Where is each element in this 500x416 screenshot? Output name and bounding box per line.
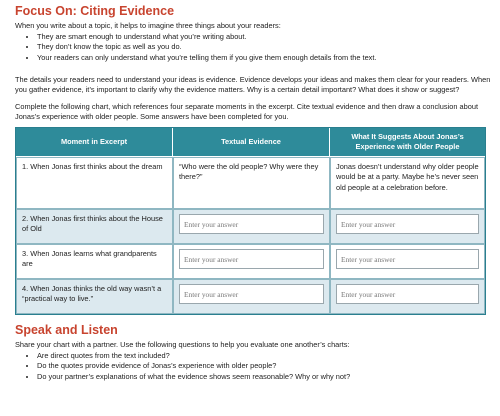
suggests-cell [330, 279, 485, 314]
evidence-answer-input-row-4[interactable] [179, 284, 324, 304]
evidence-cell [173, 244, 330, 279]
suggests-answer-input-row-3[interactable] [336, 249, 479, 269]
chart-instructions: Complete the following chart, which references four separate moments in the excerpt. Cite textual evidence and then draw a conclusion about Jonas’s experience with older people. Some answers have been completed for you. [15, 102, 478, 122]
suggests-cell [330, 244, 485, 279]
focus-bullet: • They don’t know the topic as well as you do. [37, 42, 492, 52]
focus-heading: Focus On: Citing Evidence [15, 4, 175, 18]
moment-cell: 3. When Jonas learns what grandparents are [16, 244, 173, 279]
column-header-evidence: Textual Evidence [173, 128, 330, 157]
evidence-chart [15, 127, 486, 315]
speak-intro: Share your chart with a partner. Use the following questions to help you evaluate one another’s charts: [15, 340, 350, 349]
column-header-moment: Moment in Excerpt [16, 128, 173, 157]
speak-bullet: • Are direct quotes from the text included? [37, 351, 492, 361]
speak-bullet-list [15, 351, 492, 382]
focus-intro: When you write about a topic, it helps to imagine three things about your readers: [15, 21, 281, 30]
speak-bullet: • Do the quotes provide evidence of Jonas’s experience with older people? [37, 361, 492, 371]
suggests-cell [330, 209, 485, 244]
table-row [16, 244, 485, 279]
suggests-cell: Jonas doesn’t understand why older people would be at a party. Maybe he’s never seen old people at a celebration before. [330, 157, 485, 209]
focus-bullet-list [15, 32, 492, 63]
evidence-answer-input-row-2[interactable] [179, 214, 324, 234]
column-header-suggests: What It Suggests About Jonas’s Experience with Older People [330, 128, 485, 157]
focus-bullet: • They are smart enough to understand what you’re writing about. [37, 32, 492, 42]
evidence-cell [173, 209, 330, 244]
suggests-answer-input-row-2[interactable] [336, 214, 479, 234]
evidence-cell [173, 279, 330, 314]
table-row [16, 157, 485, 209]
evidence-paragraph: The details your readers need to understand your ideas is evidence. Evidence develops your ideas and makes them clear for your readers. When you gather evidence, it’s important to clarify why the evidence matters. Why is a certain detail important? What does it show or suggest? [15, 75, 491, 95]
moment-cell: 2. When Jonas first thinks about the House of Old [16, 209, 173, 244]
suggests-answer-input-row-4[interactable] [336, 284, 479, 304]
focus-bullet: • Your readers can only understand what you’re telling them if you give them enough details from the text. [37, 53, 492, 63]
speak-bullet: • Do your partner’s explanations of what the evidence shows seem reasonable? Why or why not? [37, 372, 492, 382]
chart-header-row [16, 128, 485, 157]
moment-cell: 4. When Jonas thinks the old way wasn’t a “practical way to live.” [16, 279, 173, 314]
speak-heading: Speak and Listen [15, 323, 118, 337]
evidence-cell: “Who were the old people? Why were they there?” [173, 157, 330, 209]
table-row [16, 209, 485, 244]
moment-cell: 1. When Jonas first thinks about the dream [16, 157, 173, 209]
table-row [16, 279, 485, 314]
evidence-answer-input-row-3[interactable] [179, 249, 324, 269]
